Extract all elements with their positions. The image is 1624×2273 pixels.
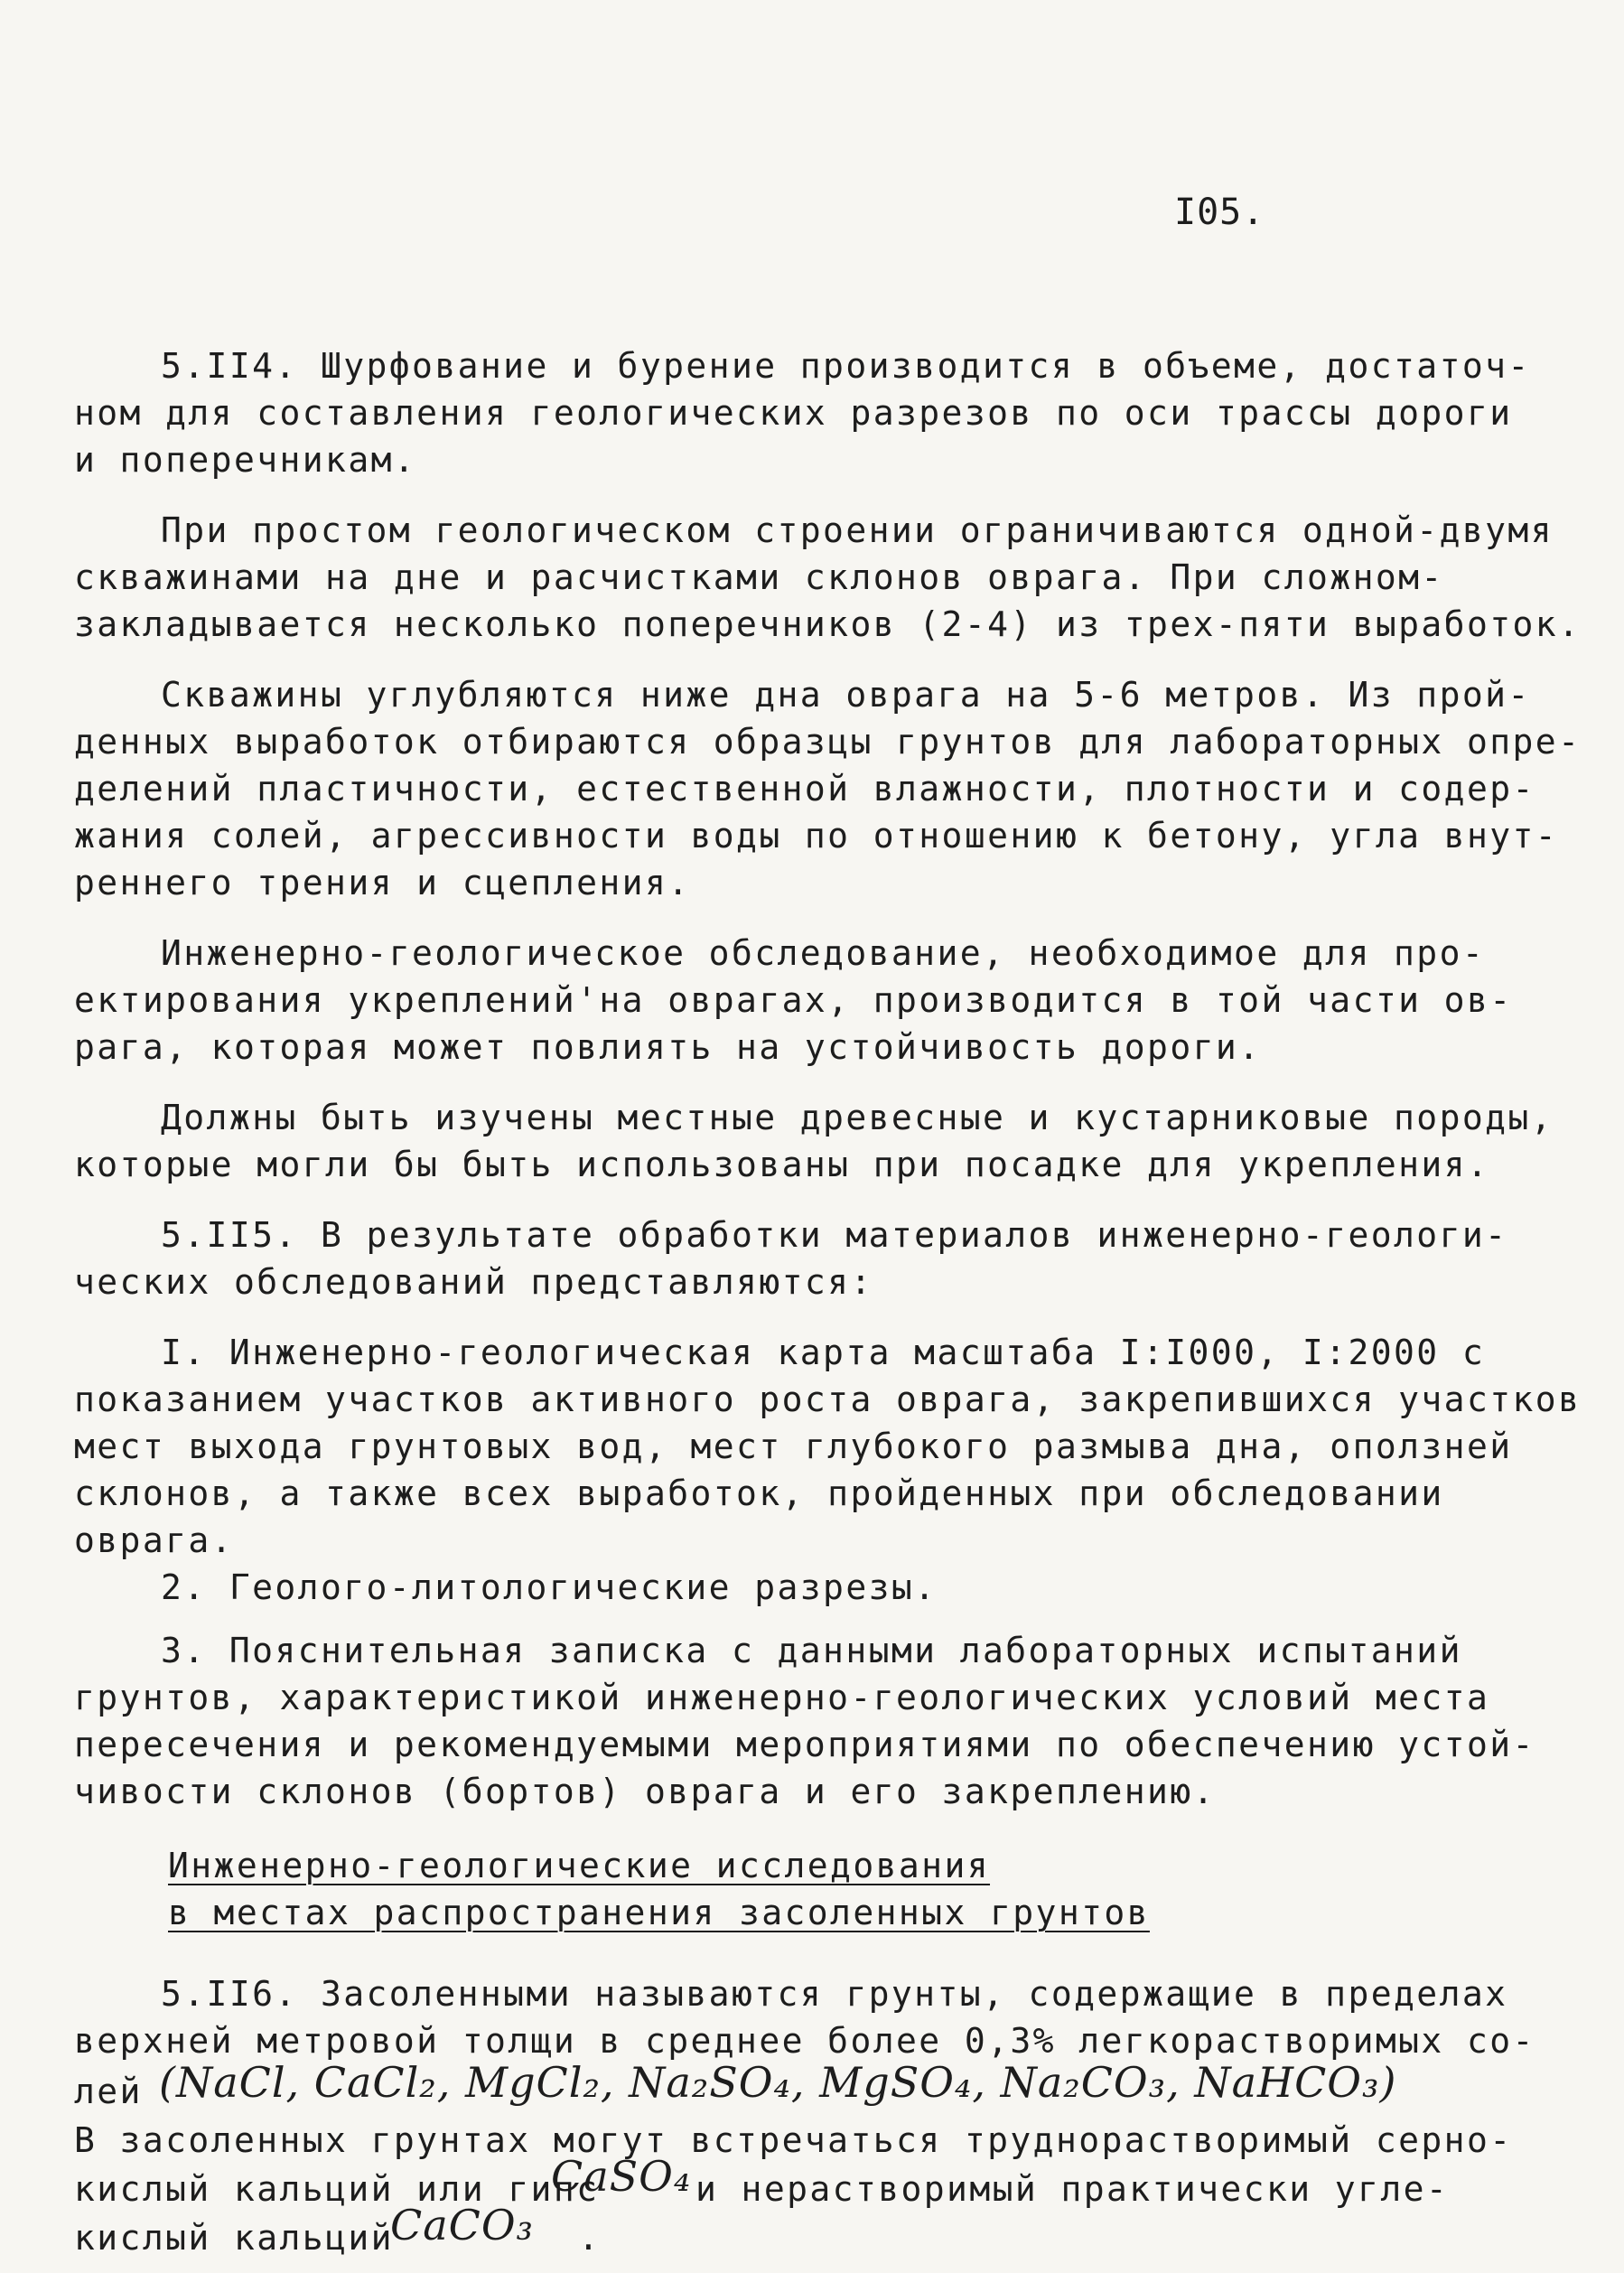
paragraph-line: рага, которая может повлиять на устойчивость дороги.	[74, 1027, 1262, 1067]
paragraph-line: 5.II5. В результате обработки материалов инженерно-геологи-	[161, 1215, 1508, 1255]
paragraph-line: При простом геологическом строении ограничиваются одной-двумя	[161, 510, 1554, 550]
paragraph-line: Скважины углубляются ниже дна оврага на 5-6 метров. Из прой-	[161, 675, 1531, 715]
paragraph-line: кислый кальций или гипс	[74, 2169, 600, 2209]
paragraph-line: и нерастворимый практически угле-	[695, 2169, 1450, 2209]
paragraph-line: .	[578, 2218, 602, 2258]
paragraph-line: лей	[74, 2072, 143, 2111]
paragraph-line: В засоленных грунтах могут встречаться труднорастворимый серно-	[74, 2120, 1513, 2160]
paragraph-line: Инженерно-геологическое обследование, необходимое для про-	[161, 933, 1486, 973]
handwritten-calcite-formula: CaCO₃	[390, 2201, 534, 2250]
list-item-line: показанием участков активного роста оврага, закрепившихся участков	[74, 1380, 1582, 1419]
list-item-line: склонов, а также всех выработок, пройденных при обследовании	[74, 1473, 1444, 1513]
list-item-line: мест выхода грунтовых вод, мест глубокого размыва дна, оползней	[74, 1426, 1513, 1466]
paragraph-line: ном для составления геологических разрезов по оси трассы дороги	[74, 393, 1513, 433]
list-item-line: 3. Пояснительная записка с данными лабораторных испытаний	[161, 1631, 1462, 1670]
paragraph-line: 5.II4. Шурфование и бурение производится в объеме, достаточ-	[161, 346, 1531, 386]
page-number: I05.	[1174, 192, 1265, 233]
section-heading: в местах распространения засоленных грунтов	[168, 1893, 1150, 1932]
list-item-line: I. Инженерно-геологическая карта масштаба I:I000, I:2000 с	[161, 1333, 1486, 1372]
paragraph-line: ектирования укреплений'на оврагах, производится в той части ов-	[74, 980, 1513, 1020]
list-item-line: оврага.	[74, 1520, 234, 1560]
paragraph-line: Должны быть изучены местные древесные и кустарниковые породы,	[161, 1098, 1554, 1137]
paragraph-line: делений пластичности, естественной влажности, плотности и содер-	[74, 769, 1535, 809]
list-item-line: грунтов, характеристикой инженерно-геологических условий места	[74, 1678, 1490, 1717]
list-item-line: 2. Геолого-литологические разрезы.	[161, 1567, 938, 1607]
paragraph-line: скважинами на дне и расчистками склонов оврага. При сложном-	[74, 557, 1444, 597]
list-item-line: чивости склонов (бортов) оврага и его закреплению.	[74, 1772, 1216, 1811]
paragraph-line: закладывается несколько поперечников (2-4) из трех-пяти выработок.	[74, 604, 1582, 644]
list-item-line: пересечения и рекомендуемыми мероприятиями по обеспечению устой-	[74, 1725, 1535, 1764]
paragraph-line: и поперечникам.	[74, 440, 417, 480]
paragraph-line: жания солей, агрессивности воды по отношению к бетону, угла внут-	[74, 816, 1559, 856]
paragraph-line: денных выработок отбираются образцы грунтов для лабораторных опре-	[74, 722, 1582, 762]
section-heading: Инженерно-геологические исследования	[168, 1846, 991, 1885]
paragraph-line: реннего трения и сцепления.	[74, 863, 691, 903]
handwritten-salts-formula: (NaCl, CaCl₂, MgCl₂, Na₂SO₄, MgSO₄, Na₂CO₃, NaHCO₃)	[159, 2058, 1397, 2107]
paragraph-line: верхней метровой толщи в среднее более 0,3% легкорастворимых со-	[74, 2021, 1535, 2061]
paragraph-line: ческих обследований представляются:	[74, 1262, 873, 1302]
paragraph-line: кислый кальций	[74, 2218, 394, 2258]
handwritten-gypsum-formula: CaSO₄	[551, 2152, 692, 2201]
paragraph-line: 5.II6. Засоленными называются грунты, содержащие в пределах	[161, 1974, 1508, 2014]
paragraph-line: которые могли бы быть использованы при посадке для укрепления.	[74, 1145, 1490, 1184]
